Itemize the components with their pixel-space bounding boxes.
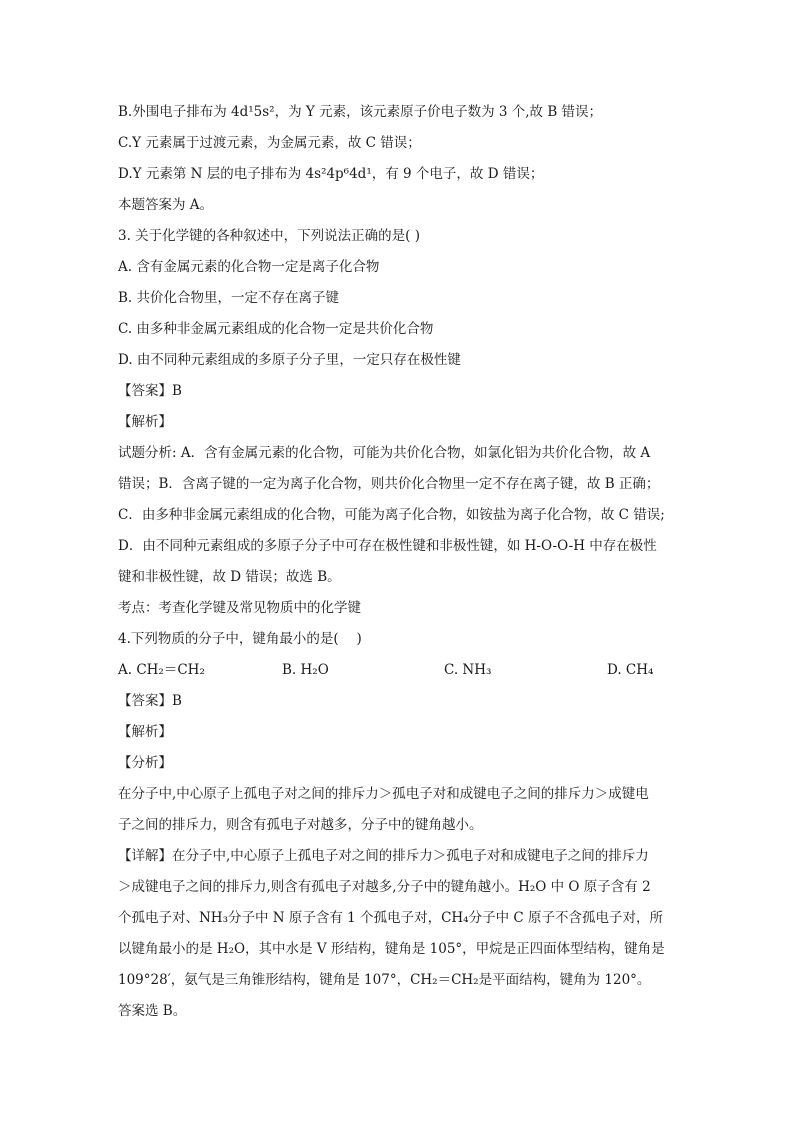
- text-line: 在分子中,中心原子上孤电子对之间的排斥力＞孤电子对和成键电子之间的排斥力＞成键电: [118, 786, 649, 802]
- answer-label: 【答案】B: [118, 693, 182, 709]
- text-line: 本题答案为 A。: [118, 197, 214, 213]
- text-line: C.Y 元素属于过渡元素，为金属元素，故 C 错误；: [118, 135, 421, 151]
- answer-label: 【答案】B: [118, 383, 182, 399]
- text-line: 以键角最小的是 H₂O，其中水是 V 形结构，键角是 105°，甲烷是正四面体型结构，键角是: [118, 941, 665, 957]
- option-line: D. 由不同种元素组成的多原子分子里，一定只存在极性键: [118, 352, 461, 368]
- text-line: D．由不同种元素组成的多原子分子中可存在极性键和非极性键，如 H-O-O-H 中存在极性: [118, 538, 657, 554]
- option-d: D. CH₄: [607, 662, 654, 678]
- option-c: C. NH₃: [444, 662, 492, 678]
- text-line: B.外围电子排布为 4d¹5s²，为 Y 元素，该元素原子价电子数为 3 个,故 B 错误；: [118, 104, 603, 120]
- option-a: A. CH₂＝CH₂: [118, 662, 205, 678]
- text-line: 【详解】在分子中,中心原子上孤电子对之间的排斥力＞孤电子对和成键电子之间的排斥力: [118, 848, 649, 864]
- text-line: 个孤电子对、NH₃分子中 N 原子含有 1 个孤电子对，CH₄分子中 C 原子不含孤电子对，所: [118, 910, 663, 926]
- text-line: 试题分析: A．含有金属元素的化合物，可能为共价化合物，如氯化铝为共价化合物，故 A: [118, 445, 651, 461]
- question-title: 3. 关于化学键的各种叙述中，下列说法正确的是( ): [118, 228, 420, 244]
- option-line: A. 含有金属元素的化合物一定是离子化合物: [118, 259, 380, 275]
- option-b: B. H₂O: [282, 662, 329, 678]
- text-line: 答案选 B。: [118, 1003, 187, 1019]
- text-line: ＞成键电子之间的排斥力,则含有孤电子对越多,分子中的键角越小。H₂O 中 O 原子含有 2: [118, 879, 651, 895]
- text-line: 错误；B．含离子键的一定为离子化合物，则共价化合物里一定不存在离子键，故 B 正确；: [118, 476, 660, 492]
- text-line: D.Y 元素第 N 层的电子排布为 4s²4p⁶4d¹，有 9 个电子，故 D 错误；: [118, 166, 544, 182]
- question-title: 4.下列物质的分子中，键角最小的是( ): [118, 631, 362, 647]
- option-line: B. 共价化合物里，一定不存在离子键: [118, 290, 340, 306]
- text-line: C．由多种非金属元素组成的化合物，可能为离子化合物，如铵盐为离子化合物，故 C 错误;: [118, 507, 665, 523]
- option-line: C. 由多种非金属元素组成的化合物一定是共价化合物: [118, 321, 434, 337]
- analysis-label: 【解析】: [118, 724, 172, 740]
- text-line: 子之间的排斥力，则含有孤电子对越多，分子中的键角越小。: [118, 817, 483, 833]
- text-line: 键和非极性键，故 D 错误；故选 B。: [118, 569, 341, 585]
- analysis-subheading: 【分析】: [118, 755, 172, 771]
- text-line: 109°28′，氨气是三角锥形结构，键角是 107°，CH₂＝CH₂是平面结构，键角为 120°。: [118, 972, 651, 988]
- text-line: 考点：考查化学键及常见物质中的化学键: [118, 600, 361, 616]
- analysis-label: 【解析】: [118, 414, 172, 430]
